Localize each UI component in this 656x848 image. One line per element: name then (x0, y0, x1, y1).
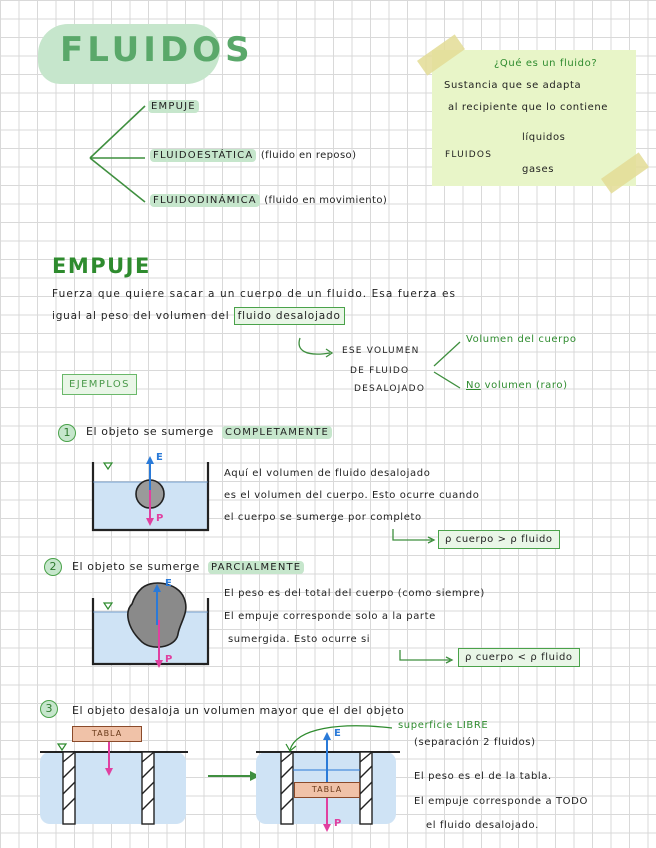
empuje-definition-line1: Fuerza que quiere sacar a un cuerpo de un fluido. Esa fuerza es (52, 288, 457, 300)
concept-tree-lines (90, 106, 145, 202)
separacion-label: (separación 2 fluidos) (414, 737, 536, 748)
superficie-libre-label: superficie LIBRE (398, 720, 489, 731)
example1-number: 1 (58, 424, 76, 442)
example3-right-pool (256, 726, 400, 832)
example3-line3: el fluido desalojado. (426, 820, 539, 831)
example2-result: ρ cuerpo < ρ fluido (458, 648, 580, 667)
tree-item-empuje: EMPUJE (148, 101, 199, 112)
fluido-desalojado-box: fluido desalojado (234, 307, 345, 325)
tabla-right: TABLA (294, 782, 360, 798)
example1-result: ρ cuerpo > ρ fluido (438, 530, 560, 549)
example3-force-e: E (334, 728, 341, 739)
example2-force-p: P (165, 654, 173, 665)
example2-container (93, 583, 208, 668)
note-line1: Sustancia que se adapta (444, 80, 582, 91)
example3-left-pool (40, 742, 188, 824)
example1-line3: el cuerpo se sumerge por completo (224, 512, 422, 523)
note-question: ¿Qué es un fluido? (494, 58, 598, 69)
tabla-left: TABLA (72, 726, 142, 742)
page-title: FLUIDOS (60, 30, 254, 70)
note-line2: al recipiente que lo contiene (448, 102, 609, 113)
empuje-heading: EMPUJE (52, 254, 151, 278)
volumen-line1: ESE VOLUMEN (342, 346, 420, 356)
example2-force-e: E (165, 578, 172, 589)
tree-item-fluidodinamica: FLUIDODINÁMICA (fluido en movimiento) (150, 195, 387, 206)
branch-no-volumen: No volumen (raro) (466, 380, 568, 391)
example2-line1: El peso es del total del cuerpo (como siempre) (224, 588, 485, 599)
empuje-definition-line2: igual al peso del volumen del fluido desalojado (52, 310, 345, 322)
tree-item-fluidoestatica: FLUIDOESTÁTICA (fluido en reposo) (150, 150, 356, 161)
ejemplos-label: EJEMPLOS (62, 374, 137, 395)
branch-volumen-cuerpo: Volumen del cuerpo (466, 334, 577, 345)
example1-title: El objeto se sumerge COMPLETAMENTE (86, 425, 332, 438)
example2-number: 2 (44, 558, 62, 576)
note-fluidos: FLUIDOS (445, 150, 493, 160)
example3-force-p: P (334, 818, 342, 829)
example1-force-p: P (156, 513, 164, 524)
note-gases: gases (522, 164, 555, 175)
example3-number: 3 (40, 700, 58, 718)
example3-title: El objeto desaloja un volumen mayor que el del objeto (72, 704, 405, 717)
volumen-line2: DE FLUIDO (350, 366, 410, 376)
example1-line1: Aquí el volumen de fluido desalojado (224, 468, 431, 479)
example2-line2: El empuje corresponde solo a la parte (224, 611, 436, 622)
example1-container (93, 456, 208, 530)
example1-force-e: E (156, 452, 163, 463)
example1-line2: es el volumen del cuerpo. Esto ocurre cuando (224, 490, 480, 501)
note-liquidos: líquidos (522, 132, 566, 143)
example2-line3: sumergida. Esto ocurre si (228, 634, 371, 645)
example3-line1: El peso es el de la tabla. (414, 771, 552, 782)
volumen-line3: DESALOJADO (354, 384, 426, 394)
example3-line2: El empuje corresponde a TODO (414, 796, 588, 807)
example2-title: El objeto se sumerge PARCIALMENTE (72, 560, 304, 573)
